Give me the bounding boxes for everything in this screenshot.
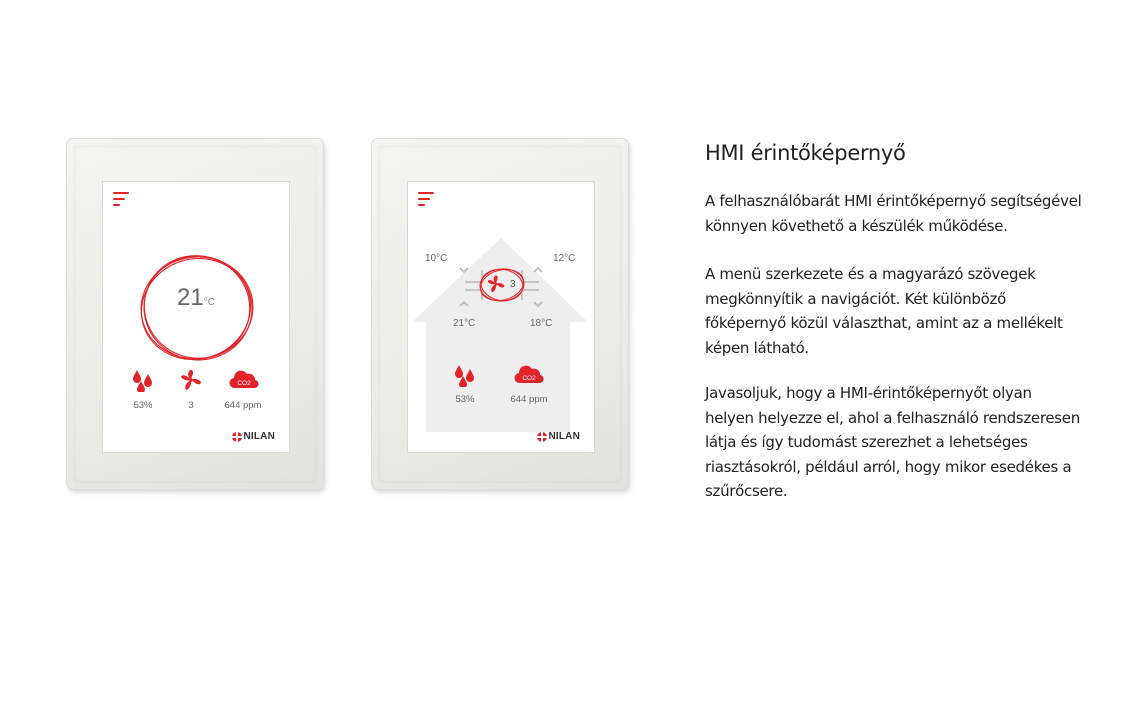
hmi-device-main bbox=[67, 139, 323, 489]
humidity-drops-icon[interactable] bbox=[131, 368, 155, 392]
exhaust-temp-label: 12°C bbox=[553, 253, 576, 264]
paragraph-navigation bbox=[705, 262, 1125, 360]
paragraph-line: Javasoljuk, hogy a HMI-érintőképernyőt olyan bbox=[705, 384, 1032, 402]
paragraph-line: helyen helyezze el, ahol a felhasználó rendszeresen bbox=[705, 408, 1080, 427]
co2-icon-text: CO2 bbox=[237, 380, 251, 387]
nilan-logo-mark-icon bbox=[537, 432, 547, 442]
paragraph-placement bbox=[705, 381, 1125, 504]
temperature-unit: °C bbox=[203, 297, 215, 308]
fan-icon[interactable] bbox=[486, 274, 506, 294]
paragraph-line: látja és így tudomást szerezhet a lehetséges bbox=[705, 433, 1028, 451]
house-outline-icon bbox=[408, 182, 594, 452]
paragraph-line: A menü szerkezete és a magyarázó szövegek bbox=[705, 265, 1036, 283]
nilan-logo bbox=[537, 431, 580, 442]
nilan-logo bbox=[232, 431, 275, 442]
co2-cloud-icon[interactable] bbox=[229, 368, 259, 392]
paragraph-line: A felhasználóbarát HMI érintőképernyő segítségével bbox=[705, 192, 1082, 210]
hamburger-menu-icon[interactable] bbox=[418, 192, 434, 206]
paragraph-line: riasztásokról, például arról, hogy mikor esedékes a bbox=[705, 457, 1072, 476]
touchscreen-house[interactable] bbox=[407, 181, 595, 453]
temperature-display bbox=[103, 284, 289, 312]
nilan-logo-text: NILAN bbox=[243, 431, 275, 442]
co2-value: 644 ppm bbox=[224, 400, 262, 411]
fan-icon[interactable] bbox=[179, 368, 203, 392]
paragraph-line: főképernyő közül választhat, amint az a mellékelt bbox=[705, 314, 1063, 332]
humidity-value: 53% bbox=[455, 394, 475, 405]
extract-temp-label: 18°C bbox=[530, 318, 553, 329]
nilan-logo-text: NILAN bbox=[548, 431, 580, 442]
hmi-device-house bbox=[372, 139, 628, 489]
paragraph-line: képen látható. bbox=[705, 338, 809, 357]
paragraph-line: könnyen követhető a készülék működése. bbox=[705, 216, 1008, 235]
humidity-value: 53% bbox=[133, 400, 153, 411]
co2-icon-text: CO2 bbox=[522, 375, 536, 382]
hamburger-menu-icon[interactable] bbox=[113, 192, 129, 206]
touchscreen-main[interactable] bbox=[102, 181, 290, 453]
paragraph-intro bbox=[705, 189, 1125, 238]
fan-level-value: 3 bbox=[188, 400, 194, 411]
temperature-value: 21 bbox=[177, 284, 204, 311]
paragraph-line: szűrőcsere. bbox=[705, 482, 788, 500]
humidity-drops-icon[interactable] bbox=[453, 363, 477, 387]
supply-temp-label: 21°C bbox=[453, 318, 476, 329]
co2-cloud-icon[interactable] bbox=[514, 363, 544, 387]
fan-level-value: 3 bbox=[510, 279, 516, 290]
paragraph-line: megkönnyítik a navigációt. Két különböző bbox=[705, 289, 1006, 308]
nilan-logo-mark-icon bbox=[232, 432, 242, 442]
page-title: HMI érintőképernyő bbox=[705, 141, 906, 165]
outdoor-temp-label: 10°C bbox=[425, 253, 448, 264]
co2-value: 644 ppm bbox=[510, 394, 548, 405]
